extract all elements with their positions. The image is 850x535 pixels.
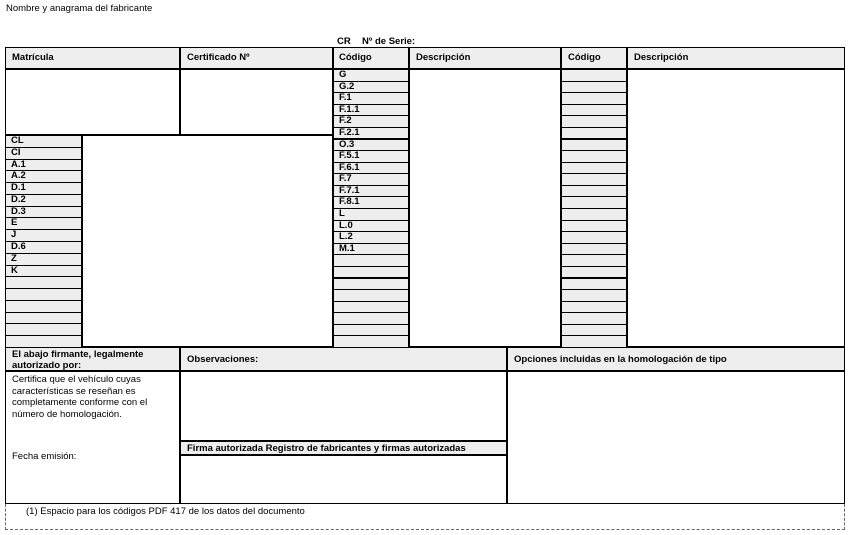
manufacturer-label: Nombre y anagrama del fabricante [6, 3, 153, 14]
left-code-cell-2: A.1 [5, 159, 82, 172]
middle-code-column [333, 69, 409, 347]
middle-code-cell-1: G.2 [333, 81, 409, 94]
middle-code-cell-10: F.7.1 [333, 185, 409, 198]
matricula-value-cell [5, 69, 180, 135]
left-code-cell-3: A.2 [5, 170, 82, 183]
middle-code-cell-15: M.1 [333, 243, 409, 256]
middle-code-cell-6: O.3 [333, 139, 409, 152]
descripcion-1-area [409, 69, 561, 347]
right-code-column [561, 69, 627, 347]
middle-code-cell-12: L [333, 208, 409, 221]
opciones-area [507, 371, 845, 504]
middle-code-cell-7: F.5.1 [333, 150, 409, 163]
middle-code-cell-8: F.6.1 [333, 162, 409, 175]
middle-code-cell-5: F.2.1 [333, 127, 409, 140]
header-certificado: Certificado Nº [180, 47, 333, 69]
header-descripcion-2: Descripción [627, 47, 845, 69]
header-descripcion-1: Descripción [409, 47, 561, 69]
header-codigo-1: Código [333, 47, 409, 69]
footnote-text: (1) Espacio para los códigos PDF 417 de los datos del documento [26, 506, 305, 517]
cr-label: CR [337, 36, 351, 47]
left-code-cell-4: D.1 [5, 182, 82, 195]
opciones-heading: Opciones incluidas en la homologación de tipo [507, 347, 845, 371]
signatory-text: Certifica que el vehículo cuyas características se reseñan es completamente conforme con el número de homologación. [12, 374, 148, 420]
middle-code-cell-2: F.1 [333, 92, 409, 105]
left-code-column [5, 135, 82, 347]
firma-heading: Firma autorizada Registro de fabricantes y firmas autorizadas [180, 441, 507, 455]
left-code-cell-9: D.6 [5, 241, 82, 254]
header-matricula: Matrícula [5, 47, 180, 69]
middle-code-cell-3: F.1.1 [333, 104, 409, 117]
descripcion-2-area [627, 69, 845, 347]
middle-code-cell-14: L.2 [333, 231, 409, 244]
left-code-cell-6: D.3 [5, 206, 82, 219]
left-code-cell-5: D.2 [5, 194, 82, 207]
firma-area [180, 455, 507, 504]
left-values-area [82, 135, 333, 347]
middle-code-cell-9: F.7 [333, 173, 409, 186]
middle-code-cell-13: L.0 [333, 220, 409, 233]
header-codigo-2: Código [561, 47, 627, 69]
middle-code-cell-11: F.8.1 [333, 196, 409, 209]
middle-code-cell-0: G [333, 69, 409, 82]
certificado-value-cell [180, 69, 333, 135]
left-code-cell-10: Z [5, 253, 82, 266]
observaciones-area [180, 371, 507, 441]
signatory-heading: El abajo firmante, legalmente autorizado por: [5, 347, 180, 371]
serial-number-label: Nº de Serie: [362, 36, 416, 47]
left-code-cell-1: CI [5, 147, 82, 160]
left-code-cell-7: E [5, 217, 82, 230]
middle-code-cell-4: F.2 [333, 115, 409, 128]
fecha-emision-label: Fecha emisión: [12, 451, 77, 462]
observaciones-heading: Observaciones: [180, 347, 507, 371]
left-code-cell-8: J [5, 229, 82, 242]
left-code-cell-0: CL [5, 135, 82, 148]
left-code-cell-11: K [5, 265, 82, 278]
